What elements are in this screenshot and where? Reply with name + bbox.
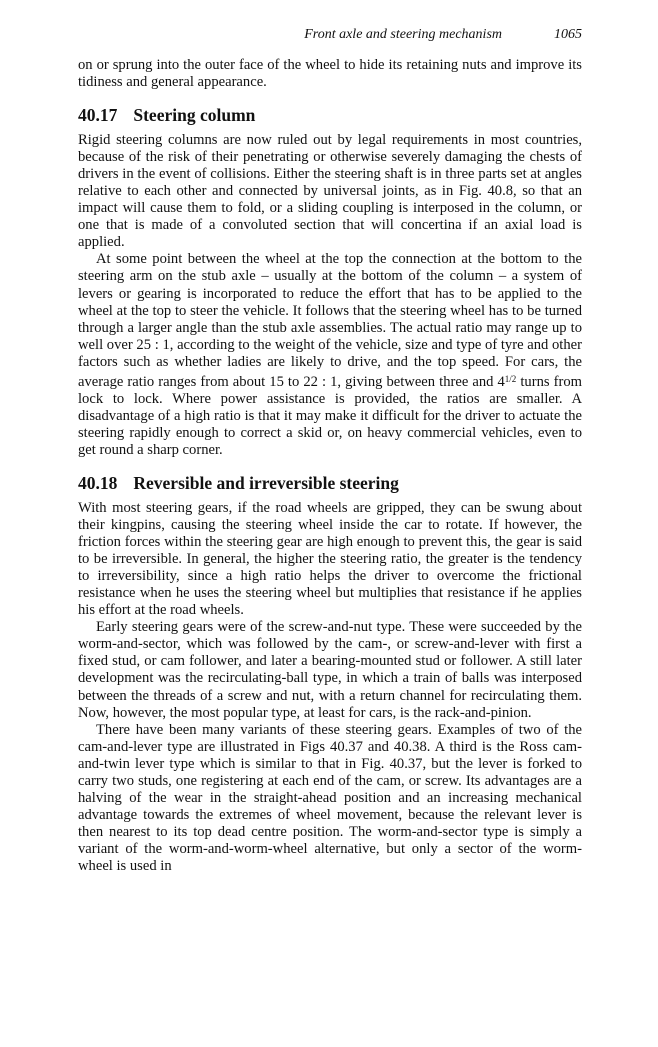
section-title: Reversible and irreversible steering xyxy=(133,472,399,493)
section-title: Steering column xyxy=(133,105,256,126)
section-number: 40.17 xyxy=(78,105,118,126)
paragraph xyxy=(78,251,582,459)
book-page xyxy=(78,26,582,875)
running-head xyxy=(78,26,582,43)
paragraph: With most steering gears, if the road wheels are gripped, they can be swung about their kingpins, causing the steering wheel inside the car to rotate. If however, the friction forces within the steering gear are high enough to prevent this, the gear is said to be irreversible. In general, the higher the steering ratio, the greater is the tendency to irreversibility, since a high ratio helps the driver to overcome the frictional resistance when he uses the steering wheel but multiplies that resistance if he applies his effort at the road wheels. xyxy=(78,499,582,619)
section-heading-reversible-steering xyxy=(78,473,582,493)
section-heading-steering-column xyxy=(78,105,582,125)
paragraph: Early steering gears were of the screw-and-nut type. These were succeeded by the worm-and-sector, which was followed by the cam-, or screw-and-lever with first a fixed stud, or cam follower, and later a bearing-mounted stud or follower. A still later development was the recirculating-ball type, in which a train of balls was interposed between the threads of a screw and nut, with a return channel for recirculating them. Now, however, the most popular type, at least for cars, is the rack-and-pinion. xyxy=(78,619,582,721)
paragraph: Rigid steering columns are now ruled out by legal requirements in most countries, because of the risk of their penetrating or otherwise severely damaging the chests of drivers in the event of collisions. Either the steering shaft is in three parts set at angles relative to each other and connected by universal joints, as in Fig. 40.8, so that an impact will cause them to fold, or a sliding coupling is interposed in the column, or one that is made of a convoluted section that will concertina if an axial load is applied. xyxy=(78,132,582,251)
paragraph-text: turns from lock to lock. Where power assistance is provided, the ratios are smaller. A disadvantage of a high ratio is that it may make it difficult for the driver to actuate the steering rapidly enough to correct a skid or, on heavy commercial vehicles, even to get round a sharp corner. xyxy=(78,373,582,458)
section-number: 40.18 xyxy=(78,472,118,493)
fraction: 1/2 xyxy=(504,373,517,384)
page-number: 1065 xyxy=(554,27,582,42)
intro-paragraph: on or sprung into the outer face of the wheel to hide its retaining nuts and improve its tidiness and general appearance. xyxy=(78,57,582,91)
paragraph: There have been many variants of these steering gears. Examples of two of the cam-and-lever type are illustrated in Figs 40.37 and 40.38. A third is the Ross cam-and-twin lever type which is similar to that in Fig. 40.37, but the lever is forked to carry two studs, one registering at each end of the cam, or screw. Its advantages are a halving of the wear in the straight-ahead position and an increasing mechanical advantage towards the extremes of wheel movement, because the relevant lever is then nearest to its top dead centre position. The worm-and-sector type is simply a variant of the worm-and-worm-wheel alternative, but only a sector of the worm-wheel is used in xyxy=(78,721,582,874)
paragraph-text: At some point between the wheel at the top the connection at the bottom to the steering arm on the stub axle – usually at the bottom of the column – a system of levers or gearing is incorporated to reduce the effort that has to be applied to the wheel at the top to steer the vehicle. It follows that the steering wheel has to be turned through a larger angle than the stub axle assemblies. The actual ratio may range up to well over 25 : 1, according to the weight of the vehicle, size and type of tyre and other factors such as whether ladies are likely to drive, and the top speed. For cars, the average ratio ranges from about 15 to 22 : 1, giving between three and 4 xyxy=(78,251,582,390)
running-head-title: Front axle and steering mechanism xyxy=(304,27,502,42)
